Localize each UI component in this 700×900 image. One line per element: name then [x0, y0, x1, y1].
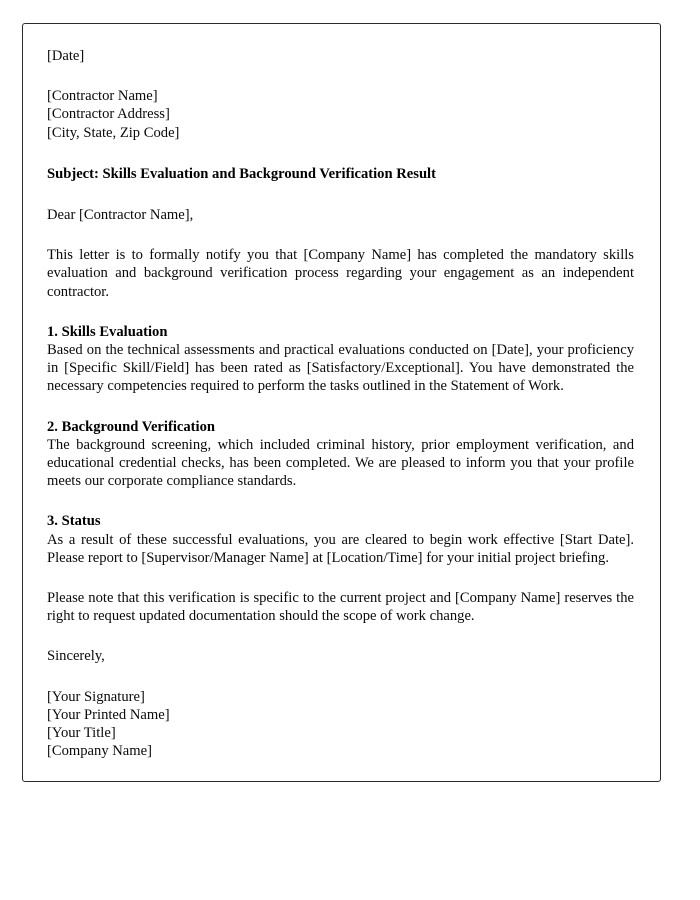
section-2-body: The background screening, which included criminal history, prior employment verification, and educational credential checks, has been completed. We are pleased to inform you that your profile meets our corporate compliance standards. — [47, 436, 634, 490]
recipient-city-state-zip: [City, State, Zip Code] — [47, 124, 180, 141]
section-1-body: Based on the technical assessments and practical evaluations conducted on [Date], your proficiency in [Specific Skill/Field] has been rated as [Satisfactory/Exceptional]. You have demonstrated the necessary competencies required to perform the tasks outlined in the Statement of Work. — [47, 342, 634, 395]
signature-line: [Your Signature] — [47, 688, 145, 705]
signature-block — [47, 688, 634, 761]
section-3-body: As a result of these successful evaluations, you are cleared to begin work effective [Start Date]. Please report to [Supervisor/Manager Name] at [Location/Time] for your initial project briefing. — [47, 531, 634, 566]
salutation-block — [47, 206, 634, 224]
closing-note-block — [47, 589, 634, 625]
letter-body — [47, 47, 634, 760]
date-placeholder: [Date] — [47, 48, 85, 64]
printed-name-line: [Your Printed Name] — [47, 706, 170, 723]
subject-block — [47, 165, 634, 183]
section-skills-evaluation — [47, 323, 634, 396]
title-line: [Your Title] — [47, 725, 116, 742]
section-background-verification — [47, 418, 634, 491]
recipient-street-address: [Contractor Address] — [47, 106, 170, 123]
closing-note: Please note that this verification is specific to the current project and [Company Name] reserves the right to request updated documentation should the scope of work change. — [47, 590, 634, 625]
intro-paragraph: This letter is to formally notify you that [Company Name] has completed the mandatory skills evaluation and background verification process regarding your engagement as an independent contractor. — [47, 247, 634, 300]
intro-block — [47, 246, 634, 301]
subject-line: Subject: Skills Evaluation and Background Verification Result — [47, 165, 436, 182]
sign-off: Sincerely, — [47, 648, 105, 665]
document-page-border — [22, 23, 661, 782]
sign-off-block — [47, 647, 634, 665]
section-status — [47, 512, 634, 567]
salutation: Dear [Contractor Name], — [47, 207, 194, 224]
recipient-name: [Contractor Name] — [47, 88, 158, 105]
date-block — [47, 47, 634, 65]
section-3-heading: 3. Status — [47, 513, 101, 530]
recipient-address-block — [47, 87, 634, 142]
section-2-heading: 2. Background Verification — [47, 418, 215, 435]
section-1-heading: 1. Skills Evaluation — [47, 323, 168, 340]
company-name-line: [Company Name] — [47, 743, 152, 760]
